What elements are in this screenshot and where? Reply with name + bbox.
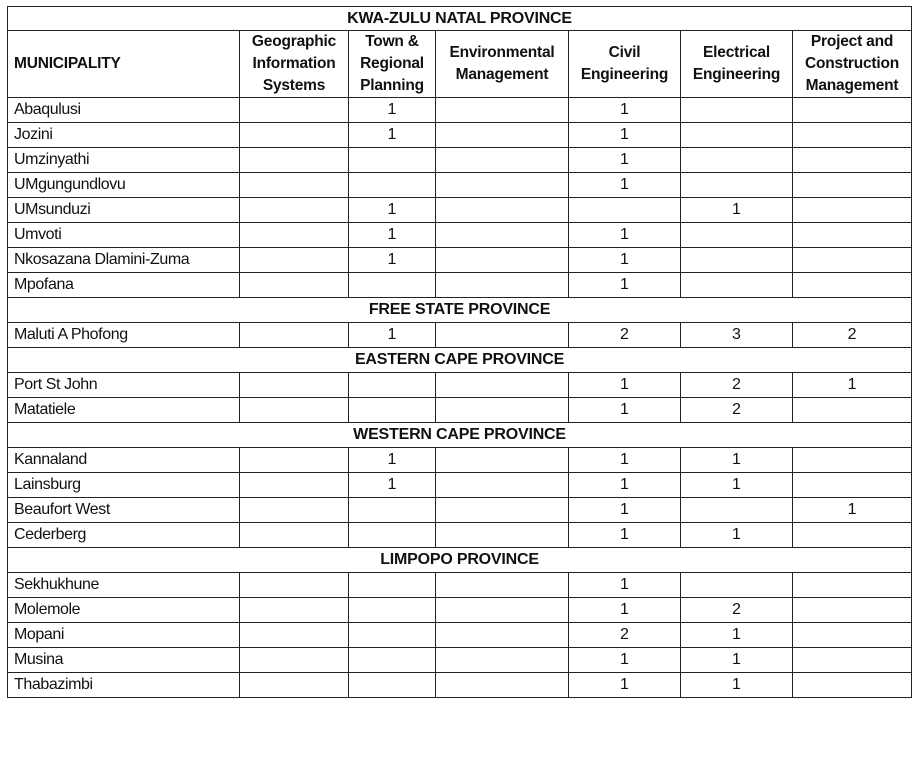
cell-environmental-management — [436, 323, 569, 348]
cell-geographic-information-systems — [240, 623, 349, 648]
cell-geographic-information-systems — [240, 323, 349, 348]
municipality-cell: Beaufort West — [8, 498, 240, 523]
table-row — [8, 523, 912, 548]
cell-geographic-information-systems — [240, 198, 349, 223]
cell-civil-engineering: 2 — [569, 623, 681, 648]
cell-project-construction-management: 1 — [793, 373, 912, 398]
cell-civil-engineering: 1 — [569, 598, 681, 623]
province-heading: WESTERN CAPE PROVINCE — [8, 423, 912, 448]
province-heading: LIMPOPO PROVINCE — [8, 548, 912, 573]
cell-project-construction-management — [793, 273, 912, 298]
cell-electrical-engineering — [681, 148, 793, 173]
cell-town-regional-planning — [349, 623, 436, 648]
cell-environmental-management — [436, 398, 569, 423]
cell-project-construction-management — [793, 198, 912, 223]
table-row — [8, 573, 912, 598]
cell-electrical-engineering: 2 — [681, 373, 793, 398]
cell-civil-engineering: 2 — [569, 323, 681, 348]
cell-geographic-information-systems — [240, 598, 349, 623]
cell-electrical-engineering — [681, 223, 793, 248]
municipality-cell: Thabazimbi — [8, 673, 240, 698]
column-header-electrical-engineering: Electrical Engineering — [681, 31, 793, 98]
cell-town-regional-planning — [349, 173, 436, 198]
table-row — [8, 398, 912, 423]
municipality-cell: Umvoti — [8, 223, 240, 248]
municipality-cell: Abaqulusi — [8, 98, 240, 123]
municipality-cell: Mpofana — [8, 273, 240, 298]
cell-civil-engineering: 1 — [569, 123, 681, 148]
cell-electrical-engineering: 2 — [681, 598, 793, 623]
table-row — [8, 273, 912, 298]
cell-electrical-engineering: 1 — [681, 198, 793, 223]
column-header-project-construction-management: Project and Construction Management — [793, 31, 912, 98]
table-row — [8, 223, 912, 248]
cell-town-regional-planning: 1 — [349, 198, 436, 223]
cell-project-construction-management — [793, 473, 912, 498]
cell-project-construction-management — [793, 448, 912, 473]
cell-environmental-management — [436, 673, 569, 698]
cell-environmental-management — [436, 173, 569, 198]
table-row — [8, 198, 912, 223]
cell-project-construction-management — [793, 673, 912, 698]
cell-civil-engineering: 1 — [569, 498, 681, 523]
cell-environmental-management — [436, 598, 569, 623]
cell-environmental-management — [436, 223, 569, 248]
cell-geographic-information-systems — [240, 223, 349, 248]
table-row — [8, 623, 912, 648]
cell-project-construction-management — [793, 173, 912, 198]
cell-geographic-information-systems — [240, 448, 349, 473]
municipality-cell: UMgungundlovu — [8, 173, 240, 198]
cell-electrical-engineering — [681, 123, 793, 148]
municipality-cell: Nkosazana Dlamini-Zuma — [8, 248, 240, 273]
cell-civil-engineering: 1 — [569, 398, 681, 423]
cell-civil-engineering: 1 — [569, 373, 681, 398]
cell-geographic-information-systems — [240, 123, 349, 148]
cell-geographic-information-systems — [240, 98, 349, 123]
province-row — [8, 7, 912, 31]
cell-geographic-information-systems — [240, 523, 349, 548]
cell-town-regional-planning — [349, 398, 436, 423]
cell-electrical-engineering: 2 — [681, 398, 793, 423]
municipality-cell: Mopani — [8, 623, 240, 648]
cell-electrical-engineering: 3 — [681, 323, 793, 348]
cell-geographic-information-systems — [240, 473, 349, 498]
municipality-cell: Port St John — [8, 373, 240, 398]
cell-project-construction-management — [793, 523, 912, 548]
cell-electrical-engineering — [681, 173, 793, 198]
cell-electrical-engineering — [681, 573, 793, 598]
cell-town-regional-planning: 1 — [349, 98, 436, 123]
province-heading: FREE STATE PROVINCE — [8, 298, 912, 323]
table-row — [8, 173, 912, 198]
cell-geographic-information-systems — [240, 498, 349, 523]
cell-environmental-management — [436, 273, 569, 298]
cell-electrical-engineering — [681, 498, 793, 523]
cell-civil-engineering: 1 — [569, 173, 681, 198]
cell-town-regional-planning: 1 — [349, 223, 436, 248]
cell-project-construction-management — [793, 623, 912, 648]
cell-project-construction-management — [793, 648, 912, 673]
column-header-municipality: MUNICIPALITY — [8, 31, 240, 98]
cell-civil-engineering: 1 — [569, 273, 681, 298]
table-row — [8, 648, 912, 673]
cell-project-construction-management — [793, 148, 912, 173]
cell-electrical-engineering — [681, 248, 793, 273]
cell-electrical-engineering: 1 — [681, 473, 793, 498]
cell-town-regional-planning — [349, 373, 436, 398]
cell-electrical-engineering: 1 — [681, 448, 793, 473]
municipality-cell: Jozini — [8, 123, 240, 148]
municipality-cell: Molemole — [8, 598, 240, 623]
cell-civil-engineering: 1 — [569, 248, 681, 273]
column-header-town-regional-planning: Town & Regional Planning — [349, 31, 436, 98]
cell-environmental-management — [436, 98, 569, 123]
cell-project-construction-management — [793, 398, 912, 423]
cell-civil-engineering: 1 — [569, 473, 681, 498]
province-row — [8, 548, 912, 573]
cell-project-construction-management — [793, 98, 912, 123]
cell-environmental-management — [436, 573, 569, 598]
cell-electrical-engineering: 1 — [681, 673, 793, 698]
table-row — [8, 248, 912, 273]
table-row — [8, 373, 912, 398]
cell-geographic-information-systems — [240, 673, 349, 698]
province-row — [8, 348, 912, 373]
cell-electrical-engineering — [681, 273, 793, 298]
cell-civil-engineering: 1 — [569, 648, 681, 673]
cell-geographic-information-systems — [240, 573, 349, 598]
cell-environmental-management — [436, 498, 569, 523]
province-row — [8, 298, 912, 323]
municipality-cell: Kannaland — [8, 448, 240, 473]
cell-electrical-engineering — [681, 98, 793, 123]
cell-town-regional-planning — [349, 148, 436, 173]
cell-project-construction-management — [793, 573, 912, 598]
cell-geographic-information-systems — [240, 273, 349, 298]
cell-geographic-information-systems — [240, 173, 349, 198]
column-header-row — [8, 31, 912, 98]
cell-civil-engineering: 1 — [569, 523, 681, 548]
cell-environmental-management — [436, 123, 569, 148]
table-row — [8, 673, 912, 698]
cell-electrical-engineering: 1 — [681, 648, 793, 673]
municipality-cell: Matatiele — [8, 398, 240, 423]
cell-civil-engineering: 1 — [569, 148, 681, 173]
table-row — [8, 148, 912, 173]
cell-town-regional-planning — [349, 523, 436, 548]
province-heading: EASTERN CAPE PROVINCE — [8, 348, 912, 373]
cell-environmental-management — [436, 148, 569, 173]
cell-project-construction-management: 2 — [793, 323, 912, 348]
cell-geographic-information-systems — [240, 148, 349, 173]
cell-environmental-management — [436, 648, 569, 673]
table-row — [8, 498, 912, 523]
cell-town-regional-planning: 1 — [349, 123, 436, 148]
municipality-cell: Umzinyathi — [8, 148, 240, 173]
cell-town-regional-planning: 1 — [349, 473, 436, 498]
cell-project-construction-management — [793, 248, 912, 273]
cell-town-regional-planning — [349, 498, 436, 523]
cell-environmental-management — [436, 373, 569, 398]
table-row — [8, 123, 912, 148]
municipality-cell: Maluti A Phofong — [8, 323, 240, 348]
cell-town-regional-planning: 1 — [349, 248, 436, 273]
cell-civil-engineering — [569, 198, 681, 223]
province-heading: KWA-ZULU NATAL PROVINCE — [8, 7, 912, 31]
cell-project-construction-management — [793, 123, 912, 148]
table-row — [8, 598, 912, 623]
cell-town-regional-planning — [349, 573, 436, 598]
column-header-environmental-management: Environmental Management — [436, 31, 569, 98]
cell-geographic-information-systems — [240, 373, 349, 398]
cell-town-regional-planning — [349, 673, 436, 698]
cell-electrical-engineering: 1 — [681, 623, 793, 648]
cell-environmental-management — [436, 523, 569, 548]
municipality-skills-table — [7, 6, 912, 698]
cell-project-construction-management: 1 — [793, 498, 912, 523]
cell-environmental-management — [436, 448, 569, 473]
table-row — [8, 473, 912, 498]
cell-geographic-information-systems — [240, 648, 349, 673]
cell-town-regional-planning — [349, 598, 436, 623]
cell-environmental-management — [436, 473, 569, 498]
municipality-cell: UMsunduzi — [8, 198, 240, 223]
province-row — [8, 423, 912, 448]
cell-civil-engineering: 1 — [569, 98, 681, 123]
cell-geographic-information-systems — [240, 398, 349, 423]
column-header-civil-engineering: Civil Engineering — [569, 31, 681, 98]
municipality-cell: Sekhukhune — [8, 573, 240, 598]
cell-town-regional-planning: 1 — [349, 323, 436, 348]
cell-town-regional-planning: 1 — [349, 448, 436, 473]
cell-environmental-management — [436, 623, 569, 648]
column-header-geographic-information-systems: Geographic Information Systems — [240, 31, 349, 98]
cell-geographic-information-systems — [240, 248, 349, 273]
cell-town-regional-planning — [349, 648, 436, 673]
cell-environmental-management — [436, 198, 569, 223]
table-row — [8, 98, 912, 123]
cell-civil-engineering: 1 — [569, 448, 681, 473]
cell-project-construction-management — [793, 598, 912, 623]
municipality-cell: Lainsburg — [8, 473, 240, 498]
cell-town-regional-planning — [349, 273, 436, 298]
cell-civil-engineering: 1 — [569, 573, 681, 598]
table-row — [8, 323, 912, 348]
cell-civil-engineering: 1 — [569, 223, 681, 248]
cell-project-construction-management — [793, 223, 912, 248]
table-row — [8, 448, 912, 473]
municipality-cell: Musina — [8, 648, 240, 673]
cell-environmental-management — [436, 248, 569, 273]
cell-civil-engineering: 1 — [569, 673, 681, 698]
municipality-cell: Cederberg — [8, 523, 240, 548]
cell-electrical-engineering: 1 — [681, 523, 793, 548]
